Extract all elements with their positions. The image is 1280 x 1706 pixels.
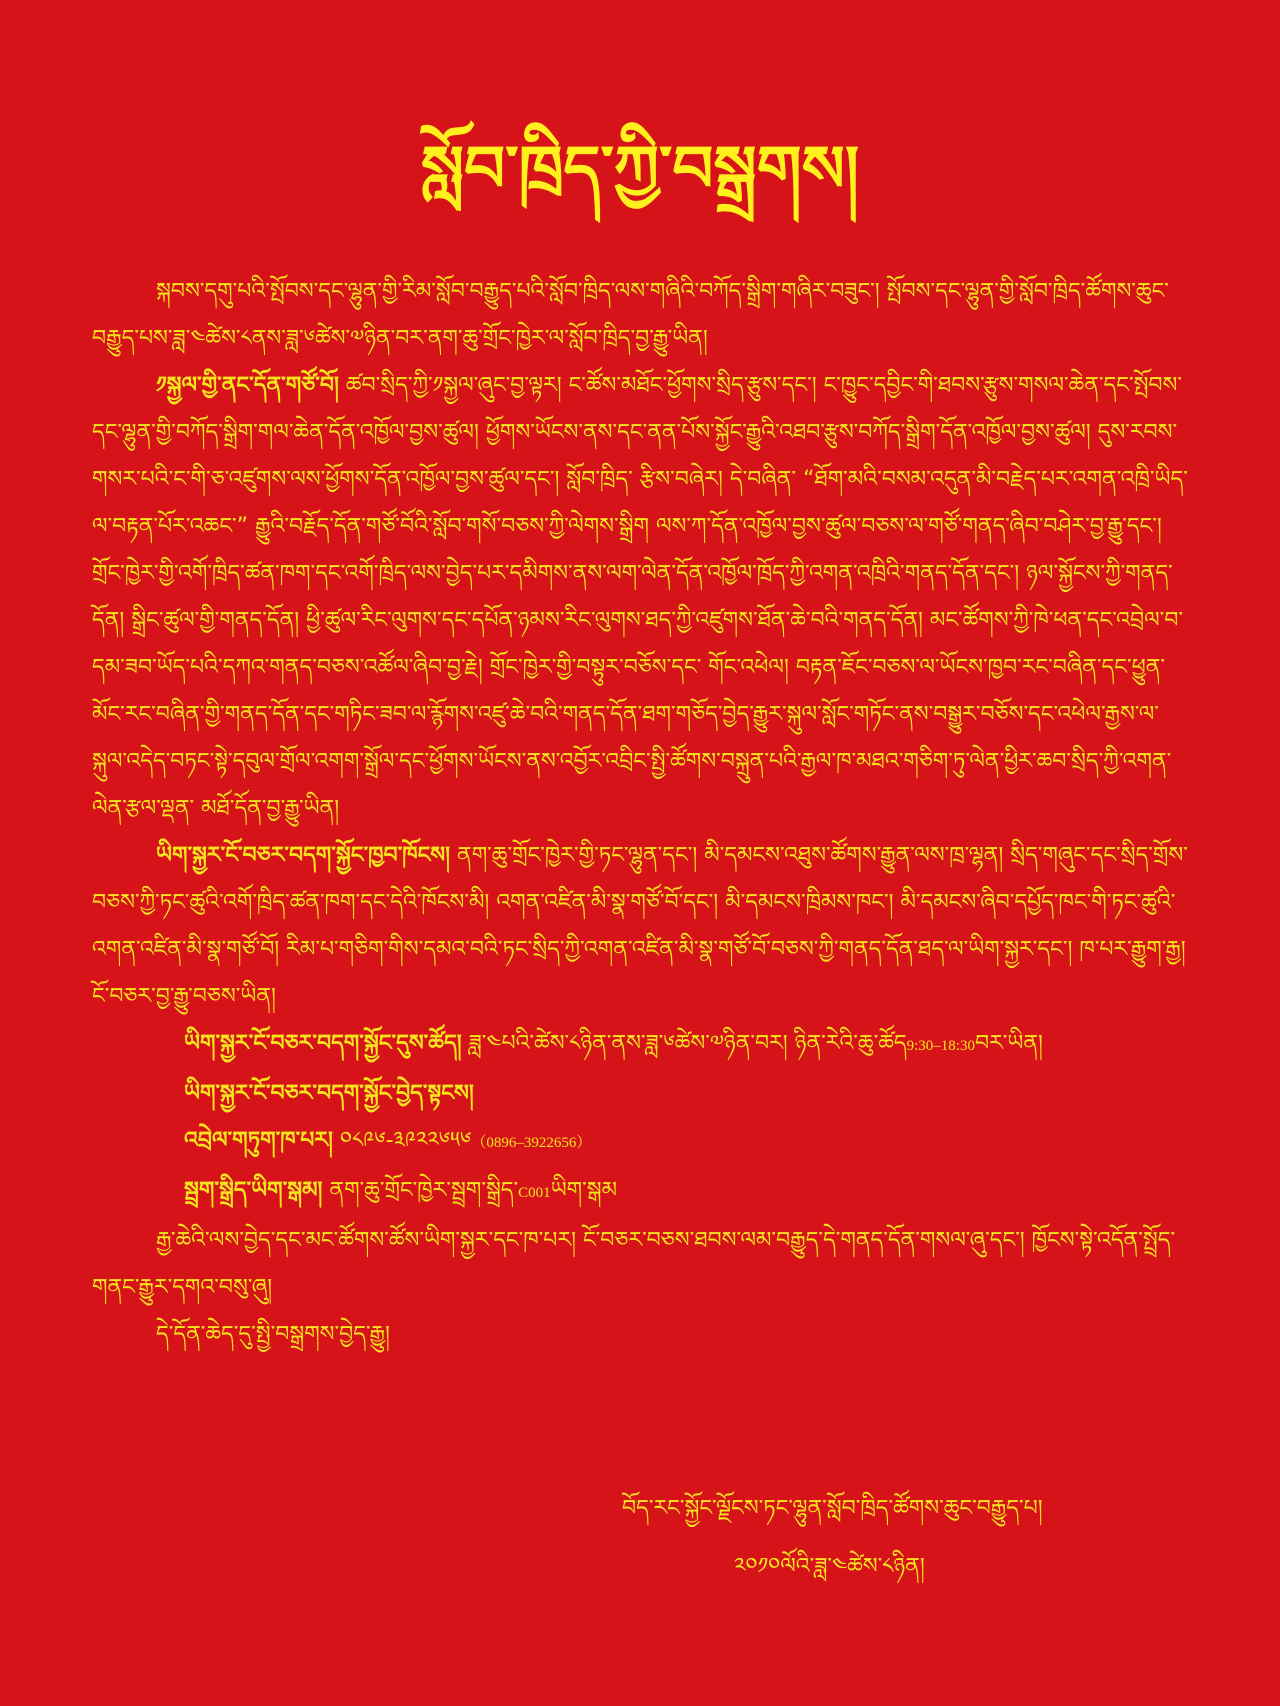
mailbox [184, 1167, 1192, 1217]
welcome-paragraph: རྒྱ་ཆེའི་ལས་བྱེད་དང་མང་ཚོགས་ཚོས་ཡིག་སྐྱར་དང་ཁ་པར། ངོ་བཅར་བཅས་ཐབས་ལམ་བརྒྱུད་དེ་གནད་དོན་གསལ་ཞུ་དང་། ཁྱོངས་སྟེ་འདོན་སྤྲོད་གནང་རྒྱུར་དགའ་བསུ་ཞུ། [92, 1228, 1176, 1300]
petition-methods [184, 1070, 1192, 1117]
petition-hours [184, 1020, 1192, 1070]
signoff-organization: བོད་རང་སྐྱོང་ལྗོངས་ཏང་ལྷུན་སློབ་ཁྲིད་ཚོགས་ཆུང་བརྒྱུད་པ། [622, 1496, 1043, 1521]
contact-phone [184, 1117, 1192, 1167]
closing-paragraph: དེ་དོན་ཆེད་དུ་སྤྱི་བསྒྲགས་བྱེད་རྒྱུ། [156, 1322, 390, 1347]
signoff-date: ༢༠༡༠ལོའི་ཟླ་༤ཚེས་༨ཉིན། [734, 1554, 925, 1579]
announcement-body [92, 268, 1192, 1358]
petition-scope-paragraph [92, 832, 1192, 1020]
petition-methods-label: ཡིག་སྐྱར་ངོ་བཅར་བདག་སྐྱོང་བྱེད་སྟངས། [184, 1081, 474, 1106]
scope-paragraph [92, 362, 1192, 832]
mailbox-text: ནག་ཆུ་གྲོང་ཁྱེར་སྦྲག་སྒྲིད་ [322, 1178, 519, 1203]
mailbox-label: སྦྲག་སྒྲིད་ཡིག་སྒམ། [184, 1178, 323, 1203]
signoff [540, 1480, 1180, 1596]
intro-paragraph: སྐབས་དགུ་པའི་སྤོབས་དང་ལྷུན་གྱི་རིམ་སློབ་བརྒྱུད་པའི་སློབ་ཁྲིད་ལས་གཞིའི་བཀོད་སྒྲིག་གཞིར་བཟུང་། སྤོབས་དང་ལྷུན་གྱི་སློབ་ཁྲིད་ཚོགས་ཆུང་བརྒྱུད་པས་ཟླ་༤ཚེས་༨ནས་ཟླ་༦ཚེས་༧ཉིན་བར་ནག་ཆུ་གྲོང་ཁྱེར་ལ་སློབ་ཁྲིད་བྱ་རྒྱུ་ཡིན། [92, 279, 1169, 351]
petition-hours-time: 9:30–18:30 [906, 1038, 975, 1054]
contact-phone-number: ༠༨༩༦-༣༩༢༢༦༥༦ [332, 1128, 472, 1153]
petition-scope-text: ནག་ཆུ་གྲོང་ཁྱེར་གྱི་ཏང་ལྷུན་དང་། མི་དམངས་འཐུས་ཚོགས་རྒྱུན་ལས་ཁྲ་ལྷན། སྲིད་གཞུང་དང་སྲིད་གྲོས་བཅས་ཀྱི་ཏང་ཚུའི་འགོ་ཁྲིད་ཚན་ཁག་དང་དེའི་ཁོངས་མི། འགན་འཛིན་མི་སྣ་གཙོ་བོ་དང་། མི་དམངས་ཁྲིམས་ཁང་། མི་དམངས་ཞིབ་དཔྱོད་ཁང་གི་ཏང་ཚུའི་འགན་འཛིན་མི་སྣ་གཙོ་བོ། རིམ་པ་གཅིག་གིས་དམའ་བའི་ཏང་སྲིད་ཀྱི་འགན་འཛིན་མི་སྣ་གཙོ་བོ་བཅས་ཀྱི་གནད་དོན་ཐད་ལ་ཡིག་སྐྱར་དང་། ཁ་པར་རྒྱུག་རྒྱ། ངོ་བཅར་བྱ་རྒྱུ་བཅས་ཡིན། [92, 843, 1188, 1009]
contact-phone-label: འབྲེལ་གཏུག་ཁ་པར། [184, 1128, 333, 1153]
page-title: སློབ་ཁྲིད་ཀྱི་བསྒྲགས། [420, 133, 860, 207]
scope-heading: ༡སྐྱལ་གྱི་ནང་དོན་གཙོ་བོ། [156, 373, 339, 398]
mailbox-code: C001 [518, 1185, 551, 1201]
contact-phone-digits: （0896–3922656） [471, 1135, 592, 1151]
petition-hours-suffix: བར་ཡིན། [974, 1031, 1043, 1056]
petition-hours-label: ཡིག་སྐྱར་ངོ་བཅར་བདག་སྐྱོང་དུས་ཚོད། [184, 1031, 462, 1056]
scope-text: ཚབ་སྲིད་ཀྱི་༡སྐྱལ་ཞུང་བྱ་ལྟར། ང་ཚོས་མཐོང་ཕྱོགས་སྲིད་རྩུས་དང་། ང་ཁྱུང་དབྱིང་གི་ཐབས་རྩུས་གསལ་ཆེན་དང་སྤོབས་དང་ལྷུན་གྱི་བཀོད་སྒྲིག་གལ་ཆེན་དོན་འཁྱོལ་བྱས་ཚུལ། ཕྱོགས་ཡོངས་ནས་དང་ནན་པོས་སྐྱོང་རྒྱུའི་འཐབ་རྩུས་བཀོད་སྒྲིག་དོན་འཁྱོལ་བྱས་ཚུལ། དུས་རབས་གསར་པའི་ང་གི་ཅ་འཛུགས་ལས་ཕྱོགས་དོན་འཁྱོལ་བྱས་ཚུལ་དང་། སློབ་ཁྲིད་ རྩིས་བཞེར། དེ་བཞིན་ “ཐོག་མའི་བསམ་འདུན་མི་བརྗེད་པར་འགན་འཁྲི་ཡིད་ལ་བརྟན་པོར་འཆང་” རྒྱུའི་བརྗོད་དོན་གཙོ་བོའི་སློབ་གསོ་བཅས་ཀྱི་ལེགས་སྒྲིག ལས་ཀ་དོན་འཁྱོལ་བྱས་ཚུལ་བཅས་ལ་གཙོ་གནད་ཞིབ་བཤེར་བྱ་རྒྱུ་དང་། གྲོང་ཁྱེར་གྱི་འགོ་ཁྲིད་ཚན་ཁག་དང་འགོ་ཁྲིད་ལས་བྱེད་པར་དམིགས་ནས་ལག་ལེན་དོན་འཁྱོལ་ཁྲོད་ཀྱི་འགན་འཁྲིའི་གནད་དོན་དང་། ཉལ་སྐྱོངས་ཀྱི་གནད་དོན། སྒྲིང་ཚུལ་གྱི་གནད་དོན། ཕྱི་ཚུལ་རིང་ལུགས་དང་དཔོན་ཉམས་རིང་ལུགས་ཐད་ཀྱི་འཛུགས་ཐོན་ཆེ་བའི་གནད་དོན། མང་ཚོགས་ཀྱི་ཁེ་ཕན་དང་འབྲེལ་བ་དམ་ཟབ་ཡོད་པའི་དཀའ་གནད་བཅས་འཚོལ་ཞིབ་བྱ་རྗེ། གྲོང་ཁྱེར་གྱི་བསྟུར་བཅོས་དང་ གོང་འཕེལ། བརྟན་ཇོང་བཅས་ལ་ཡོངས་ཁྱབ་རང་བཞིན་དང་ཕྱུན་མོང་རང་བཞིན་གྱི་གནད་དོན་དང་གཏིང་ཟབ་ལ་རྙོགས་འཛུ་ཆེ་བའི་གནད་དོན་ཐག་གཅོད་བྱེད་རྒྱུར་སྐུལ་སློང་གཏོང་ནས་བསྒྱུར་བཅོས་དང་འཕེལ་རྒྱས་ལ་སྐུལ་འདེད་བཏང་སྟེ་དབུལ་གྲོལ་འགག་སྒྲོལ་དང་ཕྱོགས་ཡོངས་ནས་འབྱོར་འབྲིང་སྤྱི་ཚོགས་བསྐྲུན་པའི་རྒྱལ་ཁ་མཐའ་གཅིག་ཏུ་ལེན་ཕྱིར་ཆབ་སྲིད་ཀྱི་འགན་ལེན་རྩལ་ལྡན་ མཐོ་དོན་བྱ་རྒྱུ་ཡིན། [92, 373, 1188, 821]
petition-scope-heading: ཡིག་སྐྱར་ངོ་བཅར་བདག་སྐྱོང་ཁྱབ་ཁོངས། [156, 843, 451, 868]
petition-hours-text: ཟླ་༤པའི་ཚེས་༨ཉིན་ནས་ཟླ་༦ཚེས་༧ཉིན་བར། ཉིན་རེའི་ཆུ་ཚོད [461, 1031, 907, 1056]
mailbox-suffix: ཡིག་སྒམ [550, 1178, 618, 1203]
